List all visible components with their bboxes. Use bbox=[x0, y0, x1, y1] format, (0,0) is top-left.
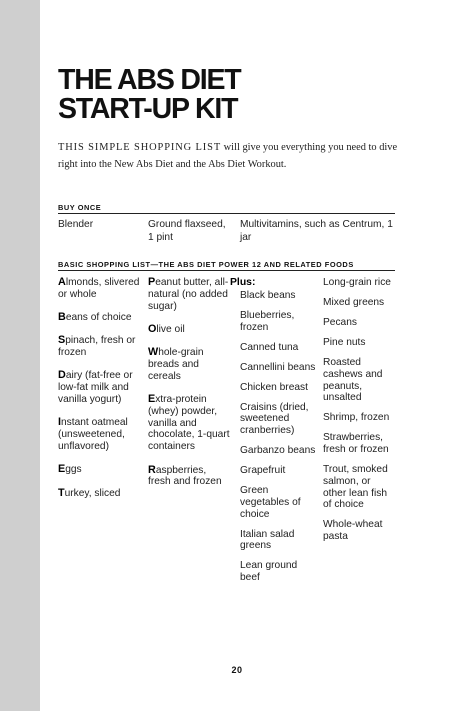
intro-text: will give you everything you need to dive right into the New Abs Diet and the Abs Diet Workout. bbox=[58, 142, 398, 170]
list-column-power12-b bbox=[148, 277, 230, 500]
list-item-text: aspberries, fresh and frozen bbox=[148, 464, 222, 488]
page-title bbox=[58, 66, 438, 124]
title-line-2: START-UP KIT bbox=[58, 93, 238, 125]
list-item-initial: E bbox=[58, 463, 66, 476]
list-column-power12-a bbox=[58, 277, 144, 511]
list-item-initial: E bbox=[148, 393, 156, 406]
list-item: Pine nuts bbox=[323, 336, 366, 348]
list-column-plus-b bbox=[323, 277, 395, 551]
list-item: Mixed greens bbox=[323, 296, 385, 308]
list-item bbox=[148, 324, 230, 336]
list-item: Roasted cashews and peanuts, unsalted bbox=[323, 356, 383, 404]
list-item-text: ggs bbox=[65, 464, 82, 476]
list-item-initial: I bbox=[58, 416, 61, 429]
list-item-initial: P bbox=[148, 276, 156, 288]
list-item: Lean ground beef bbox=[240, 560, 298, 584]
list-item-text: live oil bbox=[156, 323, 185, 335]
list-item-text: hole-grain breads and cereals bbox=[148, 347, 204, 382]
title-line-1: THE ABS DIET bbox=[58, 64, 241, 96]
list-item-initial: R bbox=[148, 463, 156, 476]
section-label-buy-once: BUY ONCE bbox=[58, 203, 102, 212]
list-item-text: lmonds, slivered or whole bbox=[58, 277, 140, 300]
list-item: Craisins (dried, sweetened cranberries) bbox=[240, 401, 309, 437]
list-item: Shrimp, frozen bbox=[323, 412, 390, 424]
list-item: Strawberries, fresh or frozen bbox=[323, 432, 389, 456]
list-item-text: nstant oatmeal (unsweetened, unflavored) bbox=[58, 417, 128, 452]
intro-lead: THIS SIMPLE SHOPPING LIST bbox=[58, 142, 222, 153]
list-item: Black beans bbox=[240, 289, 296, 301]
list-item bbox=[58, 312, 144, 324]
list-item bbox=[58, 488, 144, 500]
list-item-initial: S bbox=[58, 334, 66, 347]
list-item: Green vegetables of choice bbox=[240, 485, 301, 520]
list-item-text: xtra-protein (whey) powder, vanilla and chocolate, 1-quart containers bbox=[148, 394, 230, 453]
buy-once-item: Ground flaxseed, 1 pint bbox=[148, 219, 226, 243]
list-item-text: eans of choice bbox=[65, 312, 132, 324]
plus-label: Plus: bbox=[230, 277, 256, 288]
list-item: Blueberries, frozen bbox=[240, 309, 295, 333]
page-number: 20 bbox=[231, 665, 243, 675]
list-item-initial: D bbox=[58, 369, 66, 382]
list-item bbox=[148, 394, 230, 453]
page-edge-band bbox=[0, 0, 40, 711]
list-item bbox=[58, 464, 144, 476]
list-item: Whole-wheat pasta bbox=[323, 519, 383, 543]
section-rule-buy-once bbox=[58, 213, 395, 214]
section-label-basic-list: BASIC SHOPPING LIST—THE ABS DIET POWER 12 AND RELATED FOODS bbox=[58, 260, 354, 269]
list-item-initial: O bbox=[148, 322, 157, 335]
list-item bbox=[58, 370, 144, 405]
list-item bbox=[58, 277, 144, 301]
list-item-text: eanut butter, all-natural (no added sugar) bbox=[148, 277, 229, 312]
list-item bbox=[58, 417, 144, 452]
list-item: Grapefruit bbox=[240, 465, 286, 477]
list-item: Pecans bbox=[323, 316, 357, 328]
list-item-text: pinach, fresh or frozen bbox=[58, 335, 136, 359]
section-rule-basic-list bbox=[58, 270, 395, 271]
list-item-initial: B bbox=[58, 311, 66, 324]
list-item bbox=[148, 277, 230, 312]
list-item: Chicken breast bbox=[240, 381, 308, 393]
list-item: Canned tuna bbox=[240, 341, 299, 353]
list-item: Italian salad greens bbox=[240, 528, 295, 552]
list-item-initial: A bbox=[58, 276, 66, 288]
list-item: Trout, smoked salmon, or other lean fish of choice bbox=[323, 464, 388, 511]
list-column-plus-a bbox=[230, 277, 318, 592]
list-item-text: urkey, sliced bbox=[64, 487, 121, 499]
list-item: Long-grain rice bbox=[323, 277, 391, 288]
plus-row bbox=[230, 277, 318, 289]
buy-once-item: Multivitamins, such as Centrum, 1 jar bbox=[240, 219, 393, 243]
list-item: Cannellini beans bbox=[240, 361, 316, 373]
buy-once-item: Blender bbox=[58, 219, 94, 230]
list-item bbox=[58, 335, 144, 359]
list-item: Garbanzo beans bbox=[240, 445, 316, 457]
list-item-initial: T bbox=[58, 486, 65, 499]
list-item-text: airy (fat-free or low-fat milk and vanilla yogurt) bbox=[58, 370, 133, 406]
list-item bbox=[148, 347, 230, 382]
list-item-initial: W bbox=[148, 346, 159, 359]
list-item bbox=[148, 465, 230, 489]
intro-paragraph bbox=[58, 139, 418, 173]
